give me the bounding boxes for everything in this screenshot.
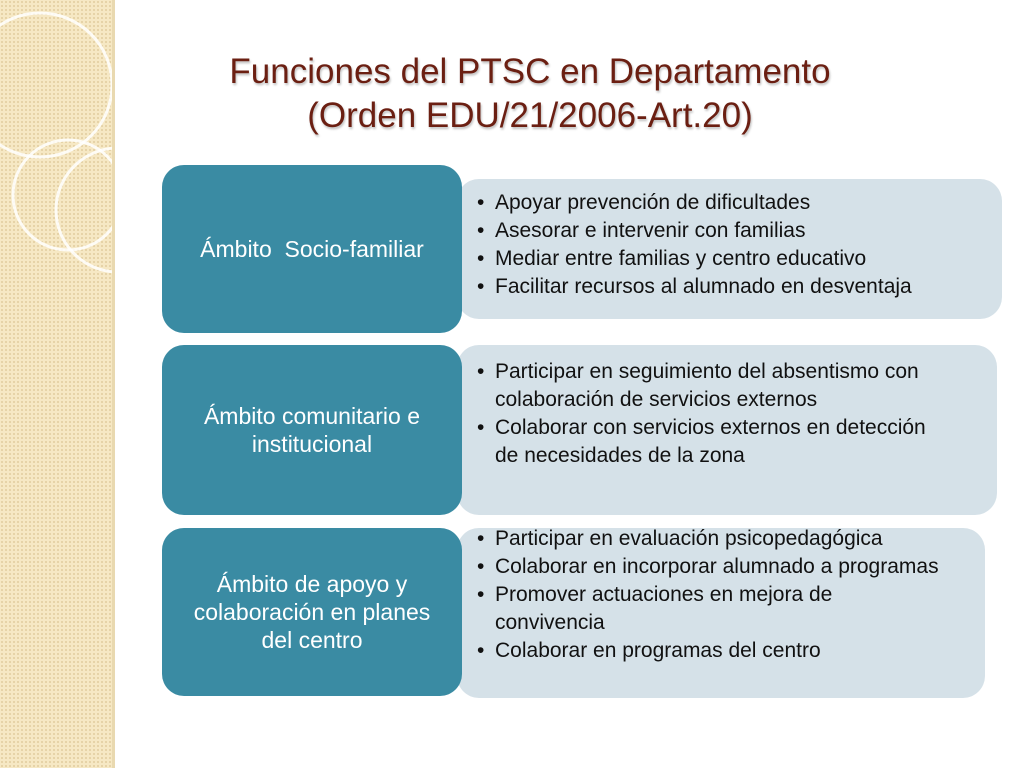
list-item: • Facilitar recursos al alumnado en desventaja — [477, 273, 997, 301]
row-label: Ámbito comunitario e institucional — [203, 403, 421, 457]
item-list — [477, 189, 997, 301]
list-item: • Promover actuaciones en mejora de convivencia — [477, 581, 947, 637]
row-label: Ámbito de apoyo y colaboración en planes del centro — [193, 571, 431, 653]
list-item: • Mediar entre familias y centro educativo — [477, 245, 997, 273]
content-panel — [457, 179, 1002, 319]
decorative-rings — [0, 0, 112, 768]
list-item: • Asesorar e intervenir con familias — [477, 217, 997, 245]
item-list — [477, 525, 947, 665]
row-socio-familiar — [162, 165, 1002, 333]
list-item: • Participar en seguimiento del absentismo con colaboración de servicios externos — [477, 358, 947, 414]
label-socio-familiar — [162, 165, 462, 333]
list-item: • Colaborar con servicios externos en detección de necesidades de la zona — [477, 414, 947, 470]
row-comunitario — [162, 345, 1002, 515]
title-line-2: (Orden EDU/21/2006-Art.20) — [307, 96, 753, 135]
row-apoyo-colaboracion — [162, 528, 1002, 698]
list-item: • Colaborar en incorporar alumnado a programas — [477, 553, 947, 581]
sidebar-edge — [112, 0, 115, 768]
list-item: • Apoyar prevención de dificultades — [477, 189, 997, 217]
list-item: • Participar en evaluación psicopedagógica — [477, 525, 947, 553]
title-line-1: Funciones del PTSC en Departamento — [229, 52, 831, 91]
label-comunitario — [162, 345, 462, 515]
label-apoyo-colaboracion — [162, 528, 462, 696]
slide-title — [180, 50, 880, 138]
decorative-sidebar — [0, 0, 112, 768]
list-item: • Colaborar en programas del centro — [477, 637, 947, 665]
content-panel — [457, 345, 997, 515]
content-panel — [457, 528, 985, 698]
row-label: Ámbito Socio-familiar — [200, 236, 424, 262]
item-list — [477, 358, 947, 470]
